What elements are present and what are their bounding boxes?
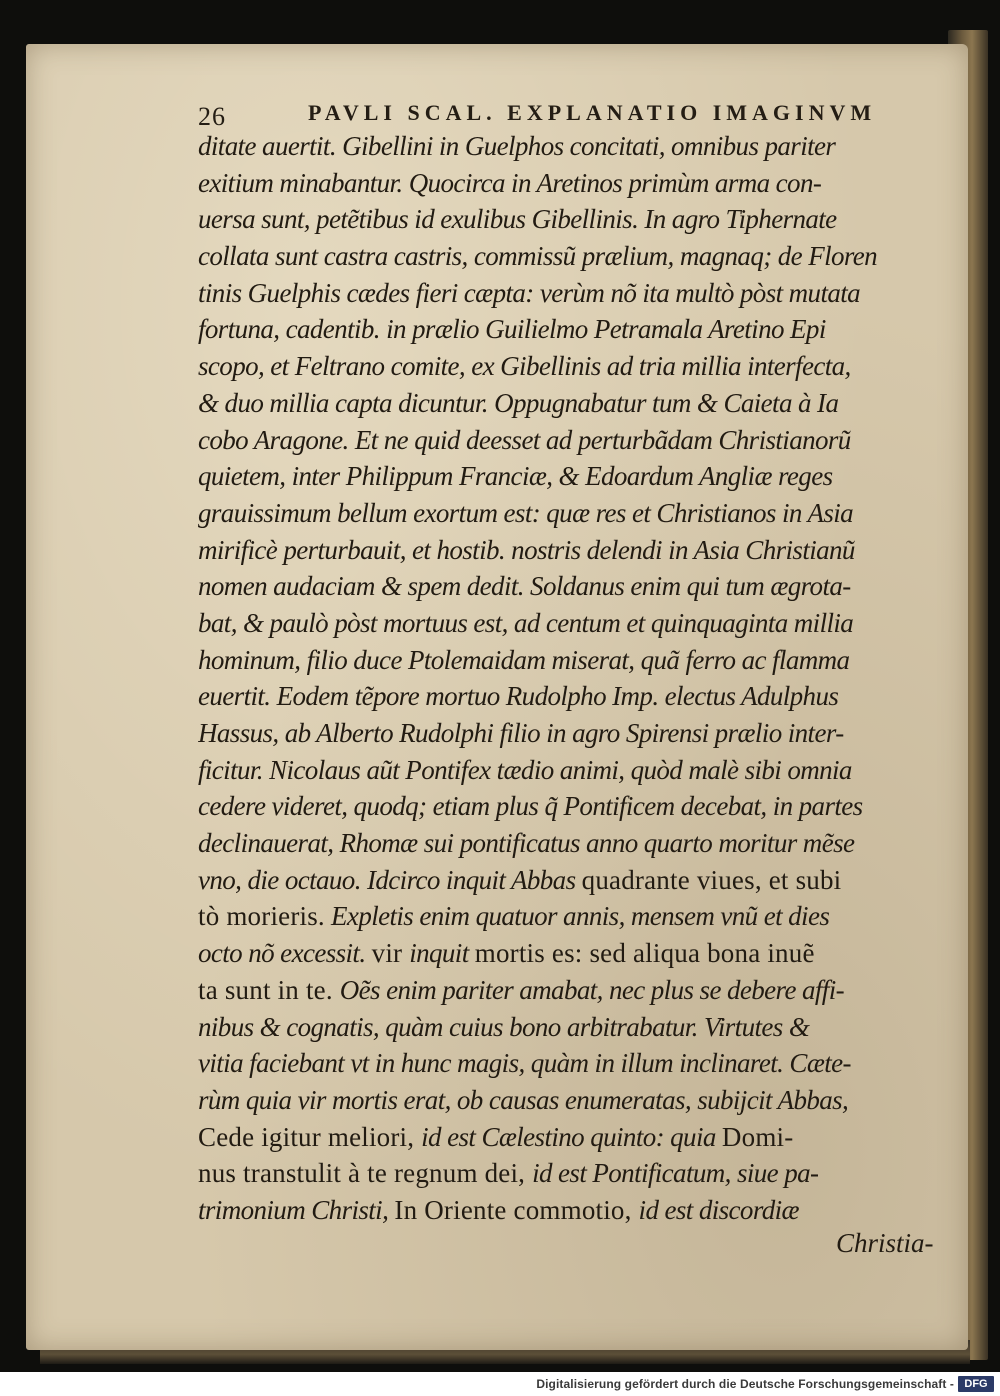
italic-text-segment: & duo millia capta dicuntur. Oppugnabatur tum & Caieta à Ia xyxy=(198,387,839,418)
italic-text-segment: exitium minabantur. Quocirca in Aretinos primùm arma con- xyxy=(198,167,822,198)
italic-text-segment: mirificè perturbauit, et hostib. nostris delendi in Asia Christianũ xyxy=(198,534,855,565)
text-line xyxy=(198,458,943,495)
italic-text-segment: hominum, filio duce Ptolemaidam miserat, quã ferro ac flamma xyxy=(198,644,850,675)
italic-text-segment: vno, die octauo. Idcirco inquit Abbas xyxy=(198,864,582,895)
text-line xyxy=(198,678,943,715)
italic-text-segment: id est Pontificatum, siue pa- xyxy=(532,1158,819,1189)
body-text xyxy=(198,128,943,1229)
italic-text-segment: nibus & cognatis, quàm cuius bono arbitrabatur. Virtutes & xyxy=(198,1011,810,1042)
running-head: PAVLI SCAL. EXPLANATIO IMAGINVM xyxy=(308,100,877,125)
text-line xyxy=(198,385,943,422)
italic-text-segment: fortuna, cadentib. in prælio Guilielmo Petramala Aretino Epi xyxy=(198,314,826,345)
italic-text-segment: declinauerat, Rhomæ sui pontificatus anno quarto moritur mẽse xyxy=(198,828,855,859)
dfg-logo: DFG xyxy=(958,1376,994,1392)
italic-text-segment: trimonium Christi, xyxy=(198,1194,395,1225)
text-line xyxy=(198,715,943,752)
italic-text-segment: Expletis enim quatuor annis, mensem vnũ et dies xyxy=(324,901,830,932)
text-line xyxy=(198,165,943,202)
roman-text-segment: nus transtulit à te regnum dei, xyxy=(198,1158,533,1189)
italic-text-segment: Oẽs enim pariter amabat, nec plus se debere affi- xyxy=(339,974,844,1005)
italic-text-segment: id est Cælestino quinto: quia xyxy=(421,1121,722,1152)
roman-text-segment: tò morieris. xyxy=(198,901,325,932)
roman-text-segment: Cede igitur meliori, xyxy=(198,1121,422,1152)
text-line xyxy=(198,275,943,312)
italic-text-segment: quietem, inter Philippum Franciæ, & Edoardum Angliæ reges xyxy=(198,461,833,492)
italic-text-segment: Hassus, ab Alberto Rudolphi filio in agro Spirensi prælio inter- xyxy=(198,718,844,748)
page-header xyxy=(198,92,938,132)
italic-text-segment: cedere videret, quodq; etiam plus q̃ Pontificem decebat, in partes xyxy=(198,791,863,822)
text-line xyxy=(198,568,943,605)
funding-note: Digitalisierung gefördert durch die Deutsche Forschungsgemeinschaft - xyxy=(536,1377,954,1391)
text-line xyxy=(198,935,943,972)
text-line xyxy=(198,201,943,238)
text-line xyxy=(198,422,943,459)
page-number: 26 xyxy=(198,102,226,131)
text-line xyxy=(198,1009,943,1046)
italic-text-segment: inquit xyxy=(409,938,475,969)
italic-text-segment: grauissimum bellum exortum est: quæ res et Christianos in Asia xyxy=(198,497,854,528)
text-line xyxy=(198,128,943,165)
italic-text-segment: cobo Aragone. Et ne quid deesset ad perturbãdam Christianorũ xyxy=(198,424,851,455)
roman-text-segment: Domi- xyxy=(721,1121,794,1152)
italic-text-segment: octo nõ excessit. xyxy=(198,938,372,969)
italic-text-segment: ficitur. Nicolaus aũt Pontifex tædio animi, quòd malè sibi omnia xyxy=(198,754,852,785)
text-line xyxy=(198,348,943,385)
italic-text-segment: ditate auertit. Gibellini in Guelphos concitati, omnibus pariter xyxy=(198,131,836,161)
italic-text-segment: euertit. Eodem tẽpore mortuo Rudolpho Imp. electus Adulphus xyxy=(198,681,839,712)
roman-text-segment: mortis es: sed aliqua bona inuẽ xyxy=(474,938,815,969)
text-line xyxy=(198,972,943,1009)
text-line xyxy=(198,752,943,789)
text-line xyxy=(198,788,943,825)
text-line xyxy=(198,862,943,899)
italic-text-segment: rùm quia vir mortis erat, ob causas enumeratas, subijcit Abbas, xyxy=(198,1084,849,1115)
catchword: Christia- xyxy=(836,1228,934,1258)
footer-bar xyxy=(0,1372,1000,1396)
text-line xyxy=(198,605,943,642)
text-line xyxy=(198,898,943,935)
italic-text-segment: bat, & paulò pòst mortuus est, ad centum et quinquaginta millia xyxy=(198,607,854,638)
italic-text-segment: scopo, et Feltrano comite, ex Gibellinis ad tria millia interfecta, xyxy=(198,351,851,382)
italic-text-segment: nomen audaciam & spem dedit. Soldanus enim qui tum ægrota- xyxy=(198,571,851,602)
text-line xyxy=(198,642,943,679)
roman-text-segment: In Oriente commotio, xyxy=(394,1194,639,1225)
text-line xyxy=(198,1192,943,1229)
roman-text-segment: quadrante viues, et subi xyxy=(581,864,842,895)
text-line xyxy=(198,825,943,862)
text-line xyxy=(198,1082,943,1119)
text-line xyxy=(198,311,943,348)
text-line xyxy=(198,532,943,569)
roman-text-segment: ta sunt in te. xyxy=(198,974,340,1005)
italic-text-segment: id est discordiæ xyxy=(638,1194,799,1225)
italic-text-segment: vitia faciebant vt in hunc magis, quàm in illum inclinaret. Cæte- xyxy=(198,1048,851,1079)
text-line xyxy=(198,238,943,275)
roman-text-segment: vir xyxy=(371,938,410,969)
italic-text-segment: tinis Guelphis cædes fieri cæpta: verùm nõ ita multò pòst mutata xyxy=(198,277,861,308)
italic-text-segment: uersa sunt, petẽtibus id exulibus Gibellinis. In agro Tiphernate xyxy=(198,204,837,235)
italic-text-segment: collata sunt castra castris, commissũ prælium, magnaq; de Floren xyxy=(198,241,878,272)
text-line xyxy=(198,1045,943,1082)
text-line xyxy=(198,495,943,532)
text-line xyxy=(198,1119,943,1156)
text-line xyxy=(198,1155,943,1192)
